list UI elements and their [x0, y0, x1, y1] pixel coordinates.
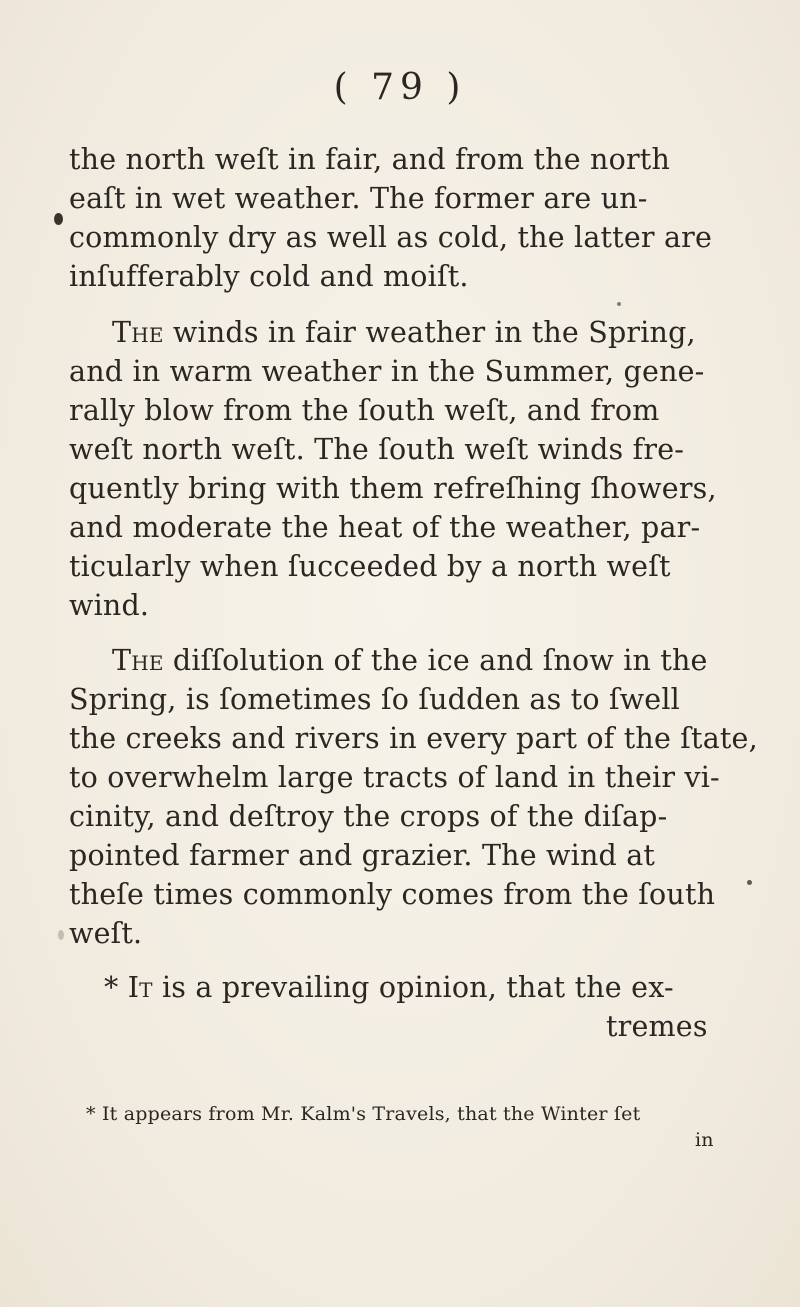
paragraph-lead-word: The	[112, 316, 164, 349]
text-fragment: winds in fair weather in the Spring,	[163, 316, 696, 349]
text-line: inſufferably cold and moiſt.	[69, 260, 469, 293]
text-line: and in warm weather in the Summer, gene-	[69, 355, 705, 388]
ink-speck	[54, 213, 63, 225]
text-line	[112, 315, 696, 352]
text-fragment: diſſolution of the ice and ſnow in the	[163, 644, 708, 677]
text-line: and moderate the heat of the weather, par-	[69, 511, 701, 544]
text-line: ticularly when ſucceeded by a north weſt	[69, 550, 671, 583]
text-line: weſt.	[69, 917, 143, 950]
text-line: to overwhelm large tracts of land in their vi-	[69, 761, 720, 794]
paragraph-lead-word: It	[127, 971, 153, 1004]
ink-speck	[617, 302, 621, 306]
ink-speck	[747, 880, 752, 885]
text-line: eaſt in wet weather. The former are un-	[69, 182, 648, 215]
text-line: Spring, is ſometimes ſo ſudden as to ſwell	[69, 683, 680, 716]
footnote-catchword: in	[695, 1129, 714, 1151]
catchword: tremes	[606, 1010, 708, 1043]
footnote-text: It appears from Mr. Kalm's Travels, that the Winter ſet	[101, 1103, 641, 1125]
text-line	[112, 643, 708, 680]
text-line: wind.	[69, 589, 150, 622]
text-line: pointed farmer and grazier. The wind at	[69, 839, 656, 872]
footnote-line	[86, 1100, 640, 1128]
text-line: the creeks and rivers in every part of the ſtate,	[69, 722, 758, 755]
text-line	[104, 970, 674, 1007]
text-line: the north weſt in fair, and from the north	[69, 143, 670, 176]
page-number: ( 79 )	[333, 67, 467, 108]
text-fragment: is a prevailing opinion, that the ex-	[152, 971, 674, 1004]
footnote-mark: *	[86, 1103, 96, 1125]
text-line: commonly dry as well as cold, the latter are	[69, 221, 713, 254]
text-line: cinity, and deſtroy the crops of the diſap-	[69, 800, 668, 833]
text-line: rally blow from the ſouth weſt, and from	[69, 394, 660, 427]
text-line: quently bring with them refreſhing ſhowers,	[69, 472, 717, 505]
footnote-reference-mark: *	[104, 971, 119, 1004]
text-line: weſt north weſt. The ſouth weſt winds fre-	[69, 433, 685, 466]
text-line: theſe times commonly comes from the ſouth	[69, 878, 716, 911]
ink-speck	[58, 930, 64, 940]
paragraph-lead-word: The	[112, 644, 164, 677]
